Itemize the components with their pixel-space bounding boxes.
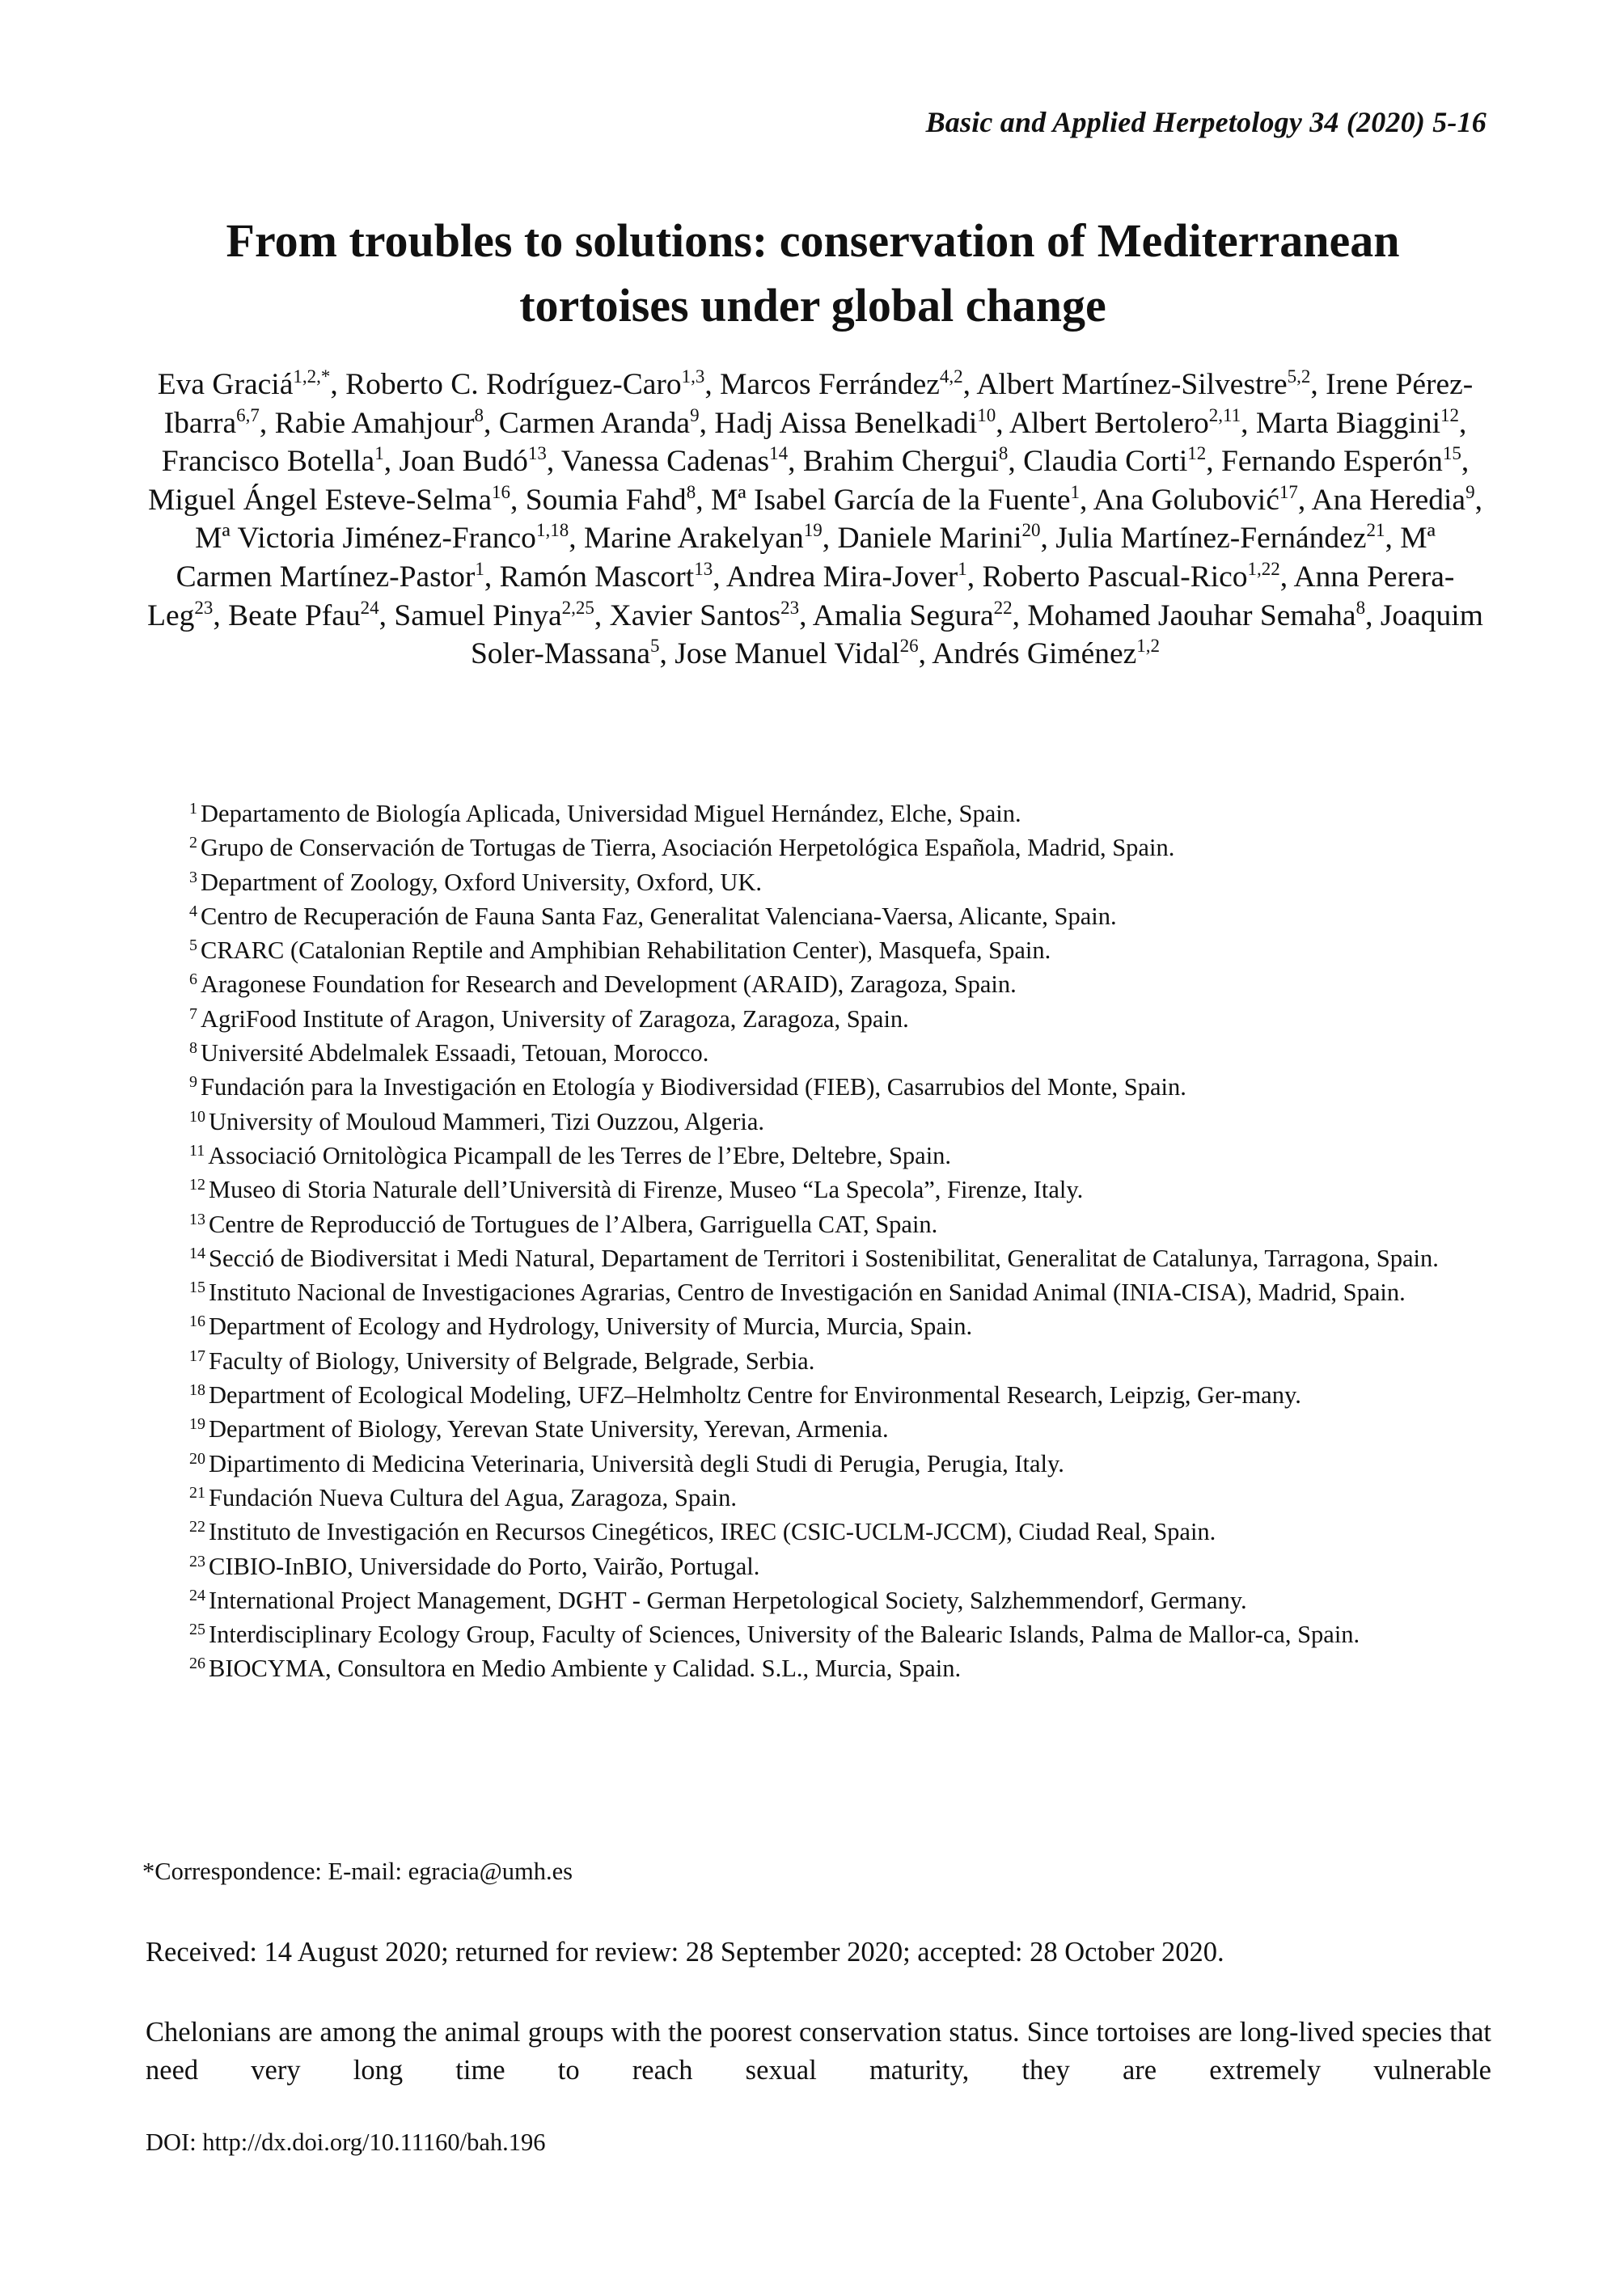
affiliation-item xyxy=(189,1344,1491,1378)
affiliation-item xyxy=(189,1515,1491,1549)
affiliation-item xyxy=(189,1651,1491,1685)
author-name: Roberto Pascual-Rico xyxy=(982,560,1248,594)
affiliation-item xyxy=(189,1549,1491,1583)
affiliation-text: Centro de Recuperación de Fauna Santa Faz, Generalitat Valenciana-Vaersa, Alicante, Spain. xyxy=(201,902,1117,930)
author-affiliation-ref: 1,22 xyxy=(1247,558,1280,579)
author xyxy=(158,368,331,401)
affiliation-number: 1 xyxy=(189,800,197,818)
affiliation-item xyxy=(189,1583,1491,1617)
author-name: Julia Martínez-Fernández xyxy=(1055,522,1367,556)
affiliation-item xyxy=(189,967,1491,1001)
affiliation-item xyxy=(189,1002,1491,1036)
author xyxy=(1221,445,1461,478)
author-name: Andrés Giménez xyxy=(932,637,1137,671)
author-affiliation-ref: 12 xyxy=(1187,443,1207,464)
author xyxy=(803,445,1009,478)
author-name: Irene Pérez-Ibarra xyxy=(163,368,1474,440)
author-affiliation-ref: 1,2 xyxy=(1136,636,1161,657)
affiliation-text: Dipartimento di Medicina Veterinaria, Università degli Studi di Perugia, Perugia, Italy. xyxy=(209,1449,1064,1477)
author-affiliation-ref: 14 xyxy=(769,443,789,464)
author xyxy=(1255,404,1459,440)
author-name: Mª Isabel García de la Fuente xyxy=(710,483,1071,517)
affiliation-number: 6 xyxy=(189,970,197,989)
author xyxy=(813,599,1013,632)
affiliation-text: International Project Management, DGHT - German Herpetological Society, Salzhemmendorf, Germany. xyxy=(209,1586,1247,1614)
affiliation-text: Fundación para la Investigación en Etología y Biodiversidad (FIEB), Casarrubios del Monte, Spain. xyxy=(201,1073,1186,1101)
author-affiliation-ref: 9 xyxy=(1465,481,1475,502)
affiliation-item xyxy=(189,1241,1491,1275)
affiliation-item xyxy=(189,1139,1491,1173)
affiliation-number: 2 xyxy=(189,834,197,852)
author-affiliation-ref: 8 xyxy=(474,404,484,425)
author-name: Soumia Fahd xyxy=(525,483,687,517)
author-name: Ana Golubović xyxy=(1093,483,1279,517)
author-name: Ana Heredia xyxy=(1311,483,1466,517)
author-name: Vanessa Cadenas xyxy=(560,445,770,479)
affiliation-item xyxy=(189,1036,1491,1070)
affiliation-number: 3 xyxy=(189,868,197,886)
affiliation-text: Faculty of Biology, University of Belgrade, Belgrade, Serbia. xyxy=(209,1346,815,1375)
author-name: Brahim Chergui xyxy=(802,445,999,479)
author-name: Samuel Pinya xyxy=(394,598,562,632)
author-name: Jose Manuel Vidal xyxy=(675,637,900,671)
author-affiliation-ref: 8 xyxy=(686,481,696,502)
correspondence-note: *Correspondence: E-mail: egracia@umh.es xyxy=(142,1858,573,1885)
author-affiliation-ref: 23 xyxy=(780,597,800,618)
journal-header: Basic and Applied Herpetology 34 (2020) 5-16 xyxy=(925,106,1487,138)
author-name: Anna Perera-Leg xyxy=(147,560,1455,632)
author-affiliation-ref: 2,25 xyxy=(561,597,594,618)
author xyxy=(1023,445,1206,478)
author-name: Xavier Santos xyxy=(609,598,781,632)
author-affiliation-ref: 15 xyxy=(1442,443,1461,464)
author-affiliation-ref: 4,2 xyxy=(939,366,963,387)
author xyxy=(274,404,484,440)
affiliation-number: 11 xyxy=(189,1141,205,1160)
author-affiliation-ref: 1,18 xyxy=(535,520,569,541)
affiliation-list xyxy=(189,797,1491,1686)
author-affiliation-ref: 8 xyxy=(1355,597,1366,618)
author xyxy=(584,522,823,555)
author-affiliation-ref: 9 xyxy=(690,404,700,425)
affiliation-text: Museo di Storia Naturale dell’Università di Firenze, Museo “La Specola”, Firenze, Italy. xyxy=(209,1176,1084,1204)
author xyxy=(394,599,594,632)
author xyxy=(714,404,996,440)
author-affiliation-ref: 23 xyxy=(194,597,214,618)
affiliation-item xyxy=(189,1070,1491,1104)
doi-link[interactable]: DOI: http://dx.doi.org/10.11160/bah.196 xyxy=(146,2128,546,2156)
author-affiliation-ref: 5,2 xyxy=(1287,366,1311,387)
author-name: Claudia Corti xyxy=(1023,445,1188,479)
affiliation-number: 19 xyxy=(189,1415,205,1434)
affiliation-number: 15 xyxy=(189,1279,205,1297)
affiliation-text: University of Mouloud Mammeri, Tizi Ouzzou, Algeria. xyxy=(209,1107,765,1135)
affiliation-text: BIOCYMA, Consultora en Medio Ambiente y Calidad. S.L., Murcia, Spain. xyxy=(209,1655,962,1683)
received-dates: Received: 14 August 2020; returned for review: 28 September 2020; accepted: 28 October 2020. xyxy=(146,1937,1224,1968)
author-affiliation-ref: 1 xyxy=(1070,481,1080,502)
author-name: Eva Graciá xyxy=(157,368,294,401)
author-name: Marcos Ferrández xyxy=(720,368,940,401)
author-name: Fernando Esperón xyxy=(1221,445,1443,479)
affiliation-item xyxy=(189,1309,1491,1343)
author-name: Roberto C. Rodríguez-Caro xyxy=(345,368,682,401)
affiliation-number: 24 xyxy=(189,1586,205,1604)
affiliation-item xyxy=(189,1447,1491,1481)
affiliation-text: Instituto Nacional de Investigaciones Agrarias, Centro de Investigación en Sanidad Animal (INIA-CISA), Madrid, Spain. xyxy=(209,1279,1406,1307)
affiliation-text: Department of Zoology, Oxford University, Oxford, UK. xyxy=(201,868,763,896)
affiliation-text: AgriFood Institute of Aragon, University of Zaragoza, Zaragoza, Spain. xyxy=(201,1004,909,1033)
affiliation-text: Department of Biology, Yerevan State University, Yerevan, Armenia. xyxy=(209,1415,889,1443)
affiliation-number: 17 xyxy=(189,1346,205,1365)
affiliation-number: 5 xyxy=(189,936,197,955)
affiliation-number: 8 xyxy=(189,1039,197,1058)
affiliation-item xyxy=(189,1378,1491,1412)
author-affiliation-ref: 13 xyxy=(694,558,713,579)
author xyxy=(720,368,963,401)
affiliation-number: 20 xyxy=(189,1449,205,1468)
author-name: Amalia Segura xyxy=(812,598,994,632)
paper-title: From troubles to solutions: conservation of Mediterranean tortoises under global change xyxy=(226,214,1400,332)
affiliation-number: 21 xyxy=(189,1483,205,1502)
author-name: Rabie Amahjour xyxy=(274,406,475,440)
affiliation-text: Grupo de Conservación de Tortugas de Tierra, Asociación Herpetológica Española, Madrid, Spain. xyxy=(201,834,1175,862)
author-affiliation-ref: 10 xyxy=(977,404,996,425)
author xyxy=(195,522,569,555)
author-name: Daniele Marini xyxy=(837,522,1022,556)
affiliation-text: CIBIO-InBIO, Universidade do Porto, Vairão, Portugal. xyxy=(209,1552,760,1580)
author-name: Carmen Aranda xyxy=(498,406,691,440)
affiliation-number: 23 xyxy=(189,1552,205,1570)
author-affiliation-ref: 19 xyxy=(803,520,823,541)
author-affiliation-ref: 20 xyxy=(1021,520,1041,541)
author xyxy=(976,368,1310,401)
author-affiliation-ref: 5 xyxy=(650,636,660,657)
author xyxy=(932,637,1160,670)
affiliation-item xyxy=(189,1617,1491,1651)
affiliation-number: 22 xyxy=(189,1518,205,1536)
affiliation-text: Department of Ecological Modeling, UFZ–Helmholtz Centre for Environmental Research, Leipzig, Ger-many. xyxy=(209,1381,1301,1410)
affiliation-item xyxy=(189,1207,1491,1241)
affiliation-number: 14 xyxy=(189,1244,205,1262)
author-affiliation-ref: 16 xyxy=(491,481,510,502)
author-name: Hadj Aissa Benelkadi xyxy=(714,406,978,440)
author xyxy=(162,445,384,478)
author-name: Marine Arakelyan xyxy=(583,522,804,556)
author xyxy=(1009,404,1241,440)
affiliation-text: Centre de Reproducció de Tortugues de l’Albera, Garriguella CAT, Spain. xyxy=(209,1210,938,1238)
abstract-text: Chelonians are among the animal groups with the poorest conservation status. Since tortoises are long-lived species that need very long time to reach sexual maturity, they are extremely vulnerable xyxy=(146,2017,1491,2086)
author-affiliation-ref: 1 xyxy=(475,558,484,579)
author xyxy=(500,560,713,594)
author-affiliation-ref: 8 xyxy=(998,443,1009,464)
affiliation-text: Interdisciplinary Ecology Group, Faculty of Sciences, University of the Balearic Islands, Palma de Mallor-ca, Spain. xyxy=(209,1621,1360,1649)
author-affiliation-ref: 1 xyxy=(958,558,967,579)
affiliation-text: Secció de Biodiversitat i Medi Natural, Departament de Territori i Sostenibilitat, Generalitat de Catalunya, Tarragona, Spain. xyxy=(209,1244,1439,1272)
affiliation-item xyxy=(189,1105,1491,1139)
author-affiliation-ref: 17 xyxy=(1279,481,1298,502)
author xyxy=(399,445,546,478)
author-affiliation-ref: 1,2,* xyxy=(293,366,331,387)
affiliation-number: 13 xyxy=(189,1210,205,1228)
affiliation-number: 26 xyxy=(189,1655,205,1673)
affiliation-item xyxy=(189,933,1491,967)
author-name: Mª Carmen Martínez-Pastor xyxy=(176,522,1436,594)
author xyxy=(498,404,700,440)
author-name: Albert Bertolero xyxy=(1009,406,1209,440)
author xyxy=(726,560,967,594)
affiliation-text: CRARC (Catalonian Reptile and Amphibian Rehabilitation Center), Masquefa, Spain. xyxy=(201,936,1051,965)
author-name: Mohamed Jaouhar Semaha xyxy=(1027,598,1356,632)
affiliation-number: 25 xyxy=(189,1621,205,1639)
affiliation-item xyxy=(189,1481,1491,1515)
author xyxy=(1311,481,1475,517)
affiliation-item xyxy=(189,797,1491,831)
author xyxy=(1055,522,1385,555)
affiliation-text: Instituto de Investigación en Recursos Cinegéticos, IREC (CSIC-UCLM-JCCM), Ciudad Real, Spain. xyxy=(209,1518,1216,1546)
author-name: Ramón Mascort xyxy=(499,560,695,594)
affiliation-text: Department of Ecology and Hydrology, University of Murcia, Murcia, Spain. xyxy=(209,1312,973,1341)
author-affiliation-ref: 13 xyxy=(527,443,547,464)
affiliation-item xyxy=(189,1173,1491,1207)
affiliation-item xyxy=(189,899,1491,933)
affiliation-text: Aragonese Foundation for Research and Development (ARAID), Zaragoza, Spain. xyxy=(201,970,1017,999)
author-affiliation-ref: 1 xyxy=(374,443,384,464)
author-name: Marta Biaggini xyxy=(1255,406,1440,440)
author xyxy=(1093,481,1298,517)
affiliation-number: 16 xyxy=(189,1312,205,1331)
author-affiliation-ref: 2,11 xyxy=(1208,404,1241,425)
affiliation-text: Departamento de Biología Aplicada, Universidad Miguel Hernández, Elche, Spain. xyxy=(201,800,1021,827)
author xyxy=(1027,599,1365,632)
author xyxy=(675,637,918,670)
affiliation-number: 4 xyxy=(189,902,197,920)
author-name: Joan Budó xyxy=(399,445,528,479)
author xyxy=(710,481,1080,517)
affiliation-text: Université Abdelmalek Essaadi, Tetouan, Morocco. xyxy=(201,1039,709,1067)
affiliation-item xyxy=(189,1275,1491,1309)
author xyxy=(148,481,510,517)
affiliation-item xyxy=(189,1412,1491,1446)
author-affiliation-ref: 22 xyxy=(993,597,1013,618)
author-name: Joaquim Soler-Massana xyxy=(470,598,1483,671)
author xyxy=(610,599,799,632)
author xyxy=(228,599,379,632)
author xyxy=(345,368,704,401)
author xyxy=(525,481,696,517)
affiliation-text: Associació Ornitològica Picampall de les Terres de l’Ebre, Deltebre, Spain. xyxy=(208,1141,952,1169)
author-name: Miguel Ángel Esteve-Selma xyxy=(148,483,492,517)
author xyxy=(982,560,1279,594)
affiliation-number: 7 xyxy=(189,1004,197,1023)
affiliation-number: 12 xyxy=(189,1176,205,1194)
author-affiliation-ref: 21 xyxy=(1366,520,1385,541)
author-name: Mª Victoria Jiménez-Franco xyxy=(195,522,536,556)
author-affiliation-ref: 24 xyxy=(360,597,379,618)
author-name: Beate Pfau xyxy=(228,598,361,632)
author xyxy=(561,445,788,478)
affiliation-text: Fundación Nueva Cultura del Agua, Zaragoza, Spain. xyxy=(209,1483,738,1511)
author-name: Andrea Mira-Jover xyxy=(725,560,958,594)
author-affiliation-ref: 6,7 xyxy=(236,404,260,425)
author-affiliation-ref: 1,3 xyxy=(681,366,705,387)
author-affiliation-ref: 12 xyxy=(1440,404,1459,425)
affiliation-number: 18 xyxy=(189,1381,205,1400)
affiliation-number: 9 xyxy=(189,1073,197,1092)
author-list: Eva Graciá$^{1,2,*}$, Roberto C. Rodríguez-Caro$^{1,3}$, Marcos Ferrández$^{4,2}$, Albert Martínez-Silvestre$^{5,2}$, Irene Pérez-Ibarra$^{6,7}$, Rabie Amahjour$^8$, Carmen Aranda$^9$, Hadj Aissa Benelkadi$^{10}$, Albert Bertolero$^{2,11}$, Marta Biaggini$^{12}$, Francisco Botella$^1$, Joan Budó$^{13}$, Vanessa Cadenas$^{14}$, Brahim Chergui$^8$, Claudia Corti$^{12}$, Fernando Esperón$^{15}$, Miguel Ángel Esteve-Selma$^{16}$, Soumia Fahd$^8$, Mª Isabel García de la Fuente$^1$, Ana Golubović$^{17}$, Ana Heredia$^9$, Mª Victoria Jiménez-Franco$^{1,18}$, Marine Arakelyan$^{19}$, Daniele Marini$^{20}$, Julia Martínez-Fernández$^{21}$, Mª Carmen Martínez-Pastor$^1$, Ramón Mascort$^{13}$, Andrea Mira-Jover$^1$, Roberto Pascual-Rico$^{1,22}$, Anna Perera-Leg$^{23}$, Beate Pfau$^{24}$, Samuel Pinya$^{2,25}$, Xavier Santos$^{23}$, Amalia Segura$^{22}$, Mohamed Jaouhar Semaha$^8$, Joaquim Soler-Massana$^5$, Jose Manuel Vidal$^{26}$, Andrés Giménez$^{1,2}$ xyxy=(147,366,1483,671)
author-affiliation-ref: 26 xyxy=(899,636,919,657)
author-name: Francisco Botella xyxy=(161,445,375,479)
affiliation-item xyxy=(189,865,1491,899)
affiliation-item xyxy=(189,831,1491,864)
affiliation-number: 10 xyxy=(189,1107,205,1126)
author-name: Albert Martínez-Silvestre xyxy=(976,368,1288,401)
author xyxy=(837,522,1040,555)
